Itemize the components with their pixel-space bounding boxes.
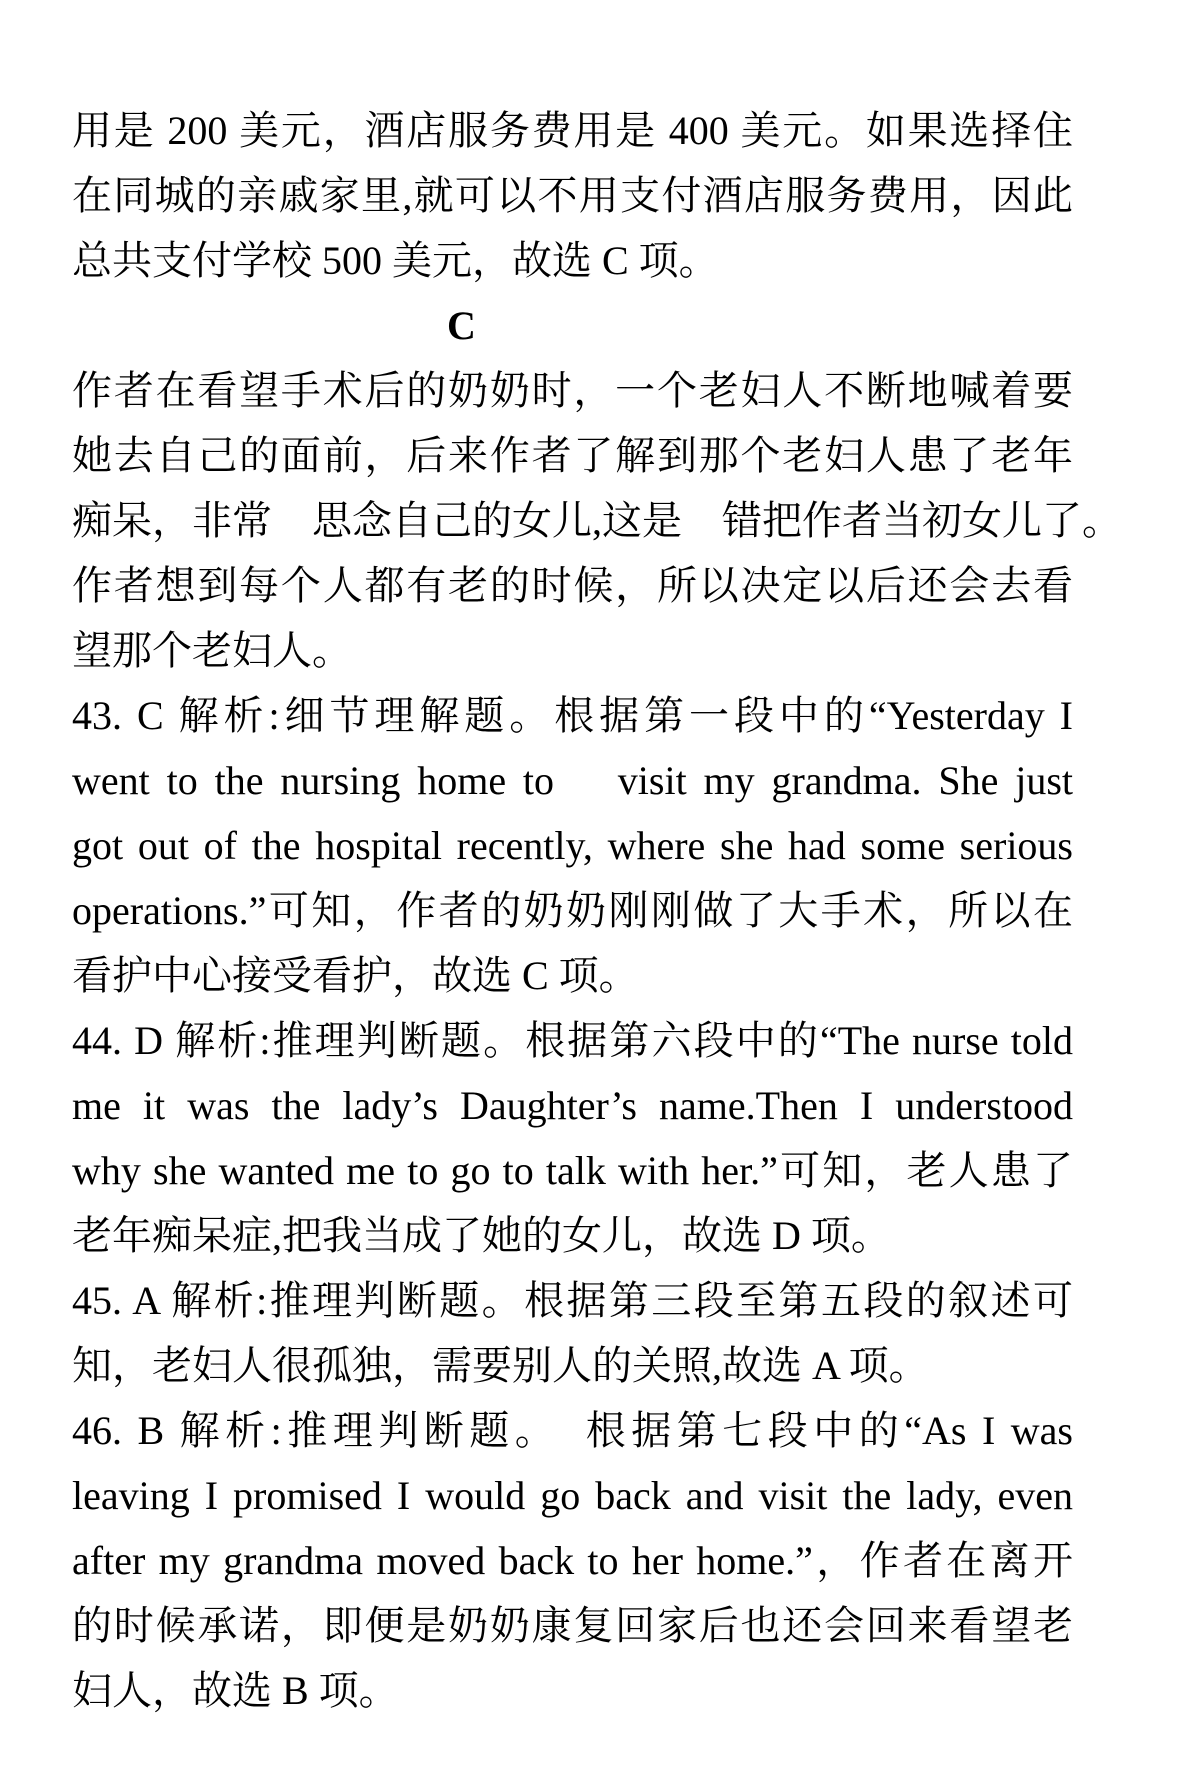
text-line: 在同城的亲戚家里,就可以不用支付酒店服务费用，因此 — [72, 173, 1073, 218]
text-line: got out of the hospital recently, where she had some serious — [72, 823, 1073, 868]
text-line: 43. C 解析:细节理解题。根据第一段中的“Yesterday I — [72, 693, 1073, 738]
answer-45-explanation — [72, 1268, 1073, 1398]
text-line: 的时候承诺，即便是奶奶康复回家后也还会回来看望老 — [72, 1603, 1073, 1648]
text-line: leaving I promised I would go back and visit the lady, even — [72, 1473, 1073, 1518]
text-line: 老年痴呆症,把我当成了她的女儿，故选 D 项。 — [72, 1213, 891, 1258]
text-line: 用是 200 美元，酒店服务费用是 400 美元。如果选择住 — [72, 108, 1073, 153]
text-line: after my grandma moved back to her home.”，作者在离开 — [72, 1538, 1073, 1583]
answer-44-explanation — [72, 1008, 1073, 1268]
section-c-heading: C — [447, 303, 476, 348]
text-line: me it was the lady’s Daughter’s name.Then I understood — [72, 1083, 1073, 1128]
text-line: 知，老妇人很孤独，需要别人的关照,故选 A 项。 — [72, 1343, 929, 1388]
text-line: 妇人，故选 B 项。 — [72, 1668, 399, 1713]
text-line: operations.”可知，作者的奶奶刚刚做了大手术，所以在 — [72, 888, 1073, 933]
text-line: 45. A 解析:推理判断题。根据第三段至第五段的叙述可 — [72, 1278, 1073, 1323]
text-line: went to the nursing home to visit my grandma. She just — [72, 758, 1073, 803]
text-line: 作者在看望手术后的奶奶时，一个老妇人不断地喊着要 — [72, 368, 1073, 413]
text-line: 46. B 解析:推理判断题。 根据第七段中的“As I was — [72, 1408, 1073, 1453]
text-line: 44. D 解析:推理判断题。根据第六段中的“The nurse told — [72, 1018, 1073, 1063]
passage-c-summary — [72, 358, 1122, 683]
text-line: why she wanted me to go to talk with her.”可知，老人患了 — [72, 1148, 1073, 1193]
text-line: 作者想到每个人都有老的时候，所以决定以后还会去看 — [72, 563, 1073, 608]
text-line: 痴呆，非常 思念自己的女儿,这是 错把作者当初女儿了。 — [72, 498, 1122, 543]
text-line: 总共支付学校 500 美元，故选 C 项。 — [72, 238, 719, 283]
text-line: 她去自己的面前，后来作者了解到那个老妇人患了老年 — [72, 433, 1073, 478]
answer-46-explanation — [72, 1398, 1073, 1723]
answer-42-explanation-tail — [72, 98, 1073, 293]
text-line: 望那个老妇人。 — [72, 628, 352, 673]
answer-43-explanation — [72, 683, 1073, 1008]
text-line: 看护中心接受看护，故选 C 项。 — [72, 953, 639, 998]
